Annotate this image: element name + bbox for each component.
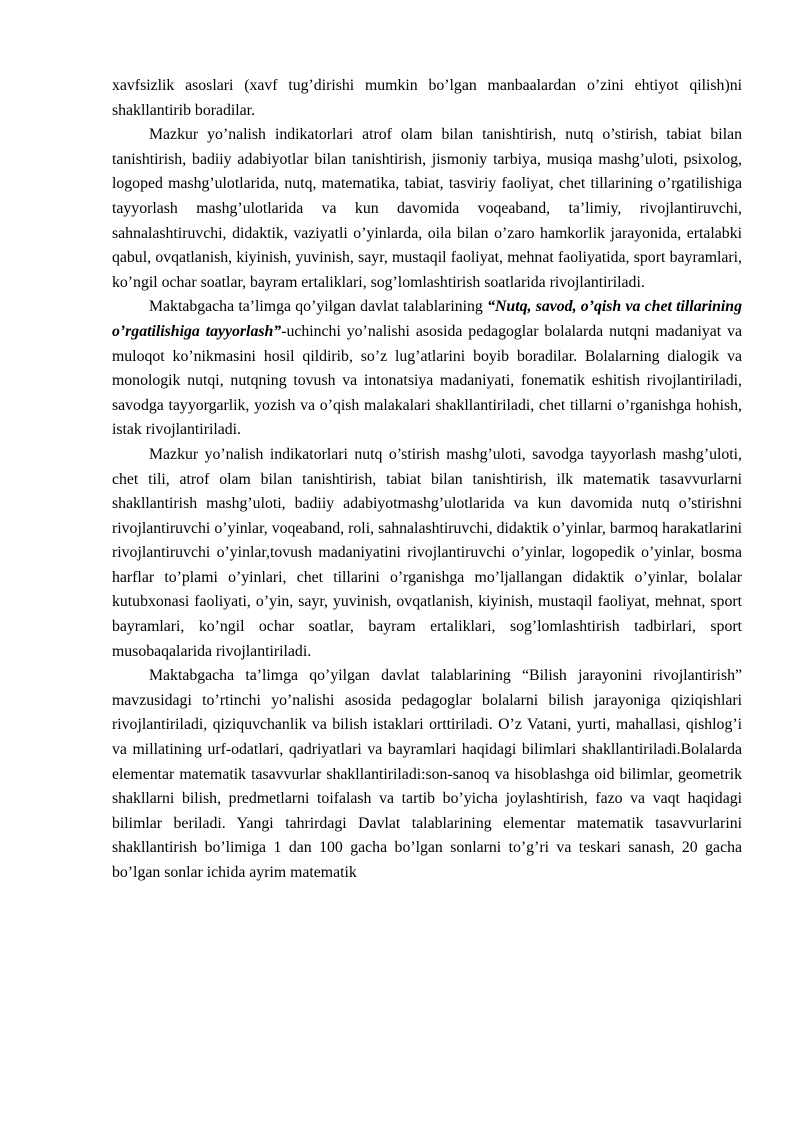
paragraph-third-direction <box>112 295 742 443</box>
direction-title-emphasis: “Nutq, savod, o’qish va chet tillarining o’rgatilishiga tayyorlash” <box>112 298 742 340</box>
paragraph-fourth-direction: Maktabgacha ta’limga qo’yilgan davlat talablarining “Bilish jarayonini rivojlantirish” mavzusidagi to’rtinchi yo’nalishi asosida pedagoglar bolalarni bilish jarayoniga qiziqishlari rivojlantiriladi, qiziquvchanlik va bilish istaklari orttiriladi. O’z Vatani, yurti, mahallasi, qishlog’i va millatining urf-odatlari, qadriyatlari va bayramlari haqidagi bilimlari shakllantiriladi.Bolalarda elementar matematik tasavvurlar shakllantiriladi:son-sanoq va hisoblashga oid bilimlar, geometrik shakllarni bilish, predmetlarni toifalash va tartib bo’yicha joylashtirish, fazo va vaqt haqidagi bilimlar beriladi. Yangi tahrirdagi Davlat talablarining elementar matematik tasavvurlarini shakllantirish bo’limiga 1 dan 100 gacha bo’lgan sonlarni to’g’ri va teskari sanash, 20 gacha bo’lgan sonlar ichida ayrim matematik <box>112 667 742 881</box>
paragraph-indicators-second: Mazkur yo’nalish indikatorlari nutq o’stirish mashg’uloti, savodga tayyorlash mashg’uloti, chet tili, atrof olam bilan tanishtirish, tabiat bilan tanishtirish, ilk matematik tasavvurlarni shakllantirish mashg’uloti, badiiy adabiyotmashg’ulotlarida va kun davomida nutq o’stirishni rivojlantiruvchi o’yinlar, voqeaband, roli, sahnalashtiruvchi, didaktik o’yinlar, barmoq harakatlarini rivojlantiruvchi o’yinlar,tovush madaniyatini rivojlantiruvchi o’yinlar, logopedik o’yinlar, bosma harflar to’plami o’yinlari, chet tillarini o’rganishga mo’ljallangan didaktik o’yinlar, bolalar kutubxonasi faoliyati, o’yin, sayr, yuvinish, ovqatlanish, kiyinish, mustaqil faoliyat, mehnat, sport bayramlari, ko’ngil ochar soatlar, bayram ertaliklari, sog’lomlashtirish tadbirlari, sport musobaqalarida rivojlantiriladi. <box>112 445 742 660</box>
paragraph-continuation: xavfsizlik asoslari (xavf tug’dirishi mumkin bo’lgan manbaalardan o’zini ehtiyot qilish)ni shakllantirib boradilar. <box>112 77 742 119</box>
document-page <box>112 74 742 886</box>
paragraph-third-direction-lead: Maktabgacha ta’limga qo’yilgan davlat talablarining <box>149 298 488 316</box>
paragraph-third-direction-rest: -uchinchi yo’nalishi asosida pedagoglar bolalarda nutqni madaniyat va muloqot ko’nikmasini hosil qildirib, so’z lug’atlarini boyib boradilar. Bolalarning dialogik va monologik nutqi, nutqning tovush va intonatsiya madaniyati, fonematik eshitish rivojlantiriladi, savodga tayyorgarlik, yozish va o’qish malakalari shakllantiriladi, chet tillarni o’rganishga hohish, istak rivojlantiriladi. <box>112 322 742 439</box>
paragraph-indicators-first: Mazkur yo’nalish indikatorlari atrof olam bilan tanishtirish, nutq o’stirish, tabiat bilan tanishtirish, badiiy adabiyotlar bilan tanishtirish, jismoniy tarbiya, musiqa mashg’uloti, psixolog, logoped mashg’ulotlarida, nutq, matematika, tabiat, tasviriy faoliyat, chet tillarining o’rgatilishiga tayyorlash mashg’ulotlarida va kun davomida voqeaband, ta’limiy, rivojlantiruvchi, sahnalashtiruvchi, didaktik, vaziyatli o’yinlarda, oila bilan o’zaro hamkorlik jarayonida, ertalabki qabul, ovqatlanish, kiyinish, yuvinish, sayr, mustaqil faoliyat, mehnat faoliyatida, sport bayramlari, ko’ngil ochar soatlar, bayram ertaliklari, sog’lomlashtirish soatlarida rivojlantiriladi. <box>112 126 742 291</box>
